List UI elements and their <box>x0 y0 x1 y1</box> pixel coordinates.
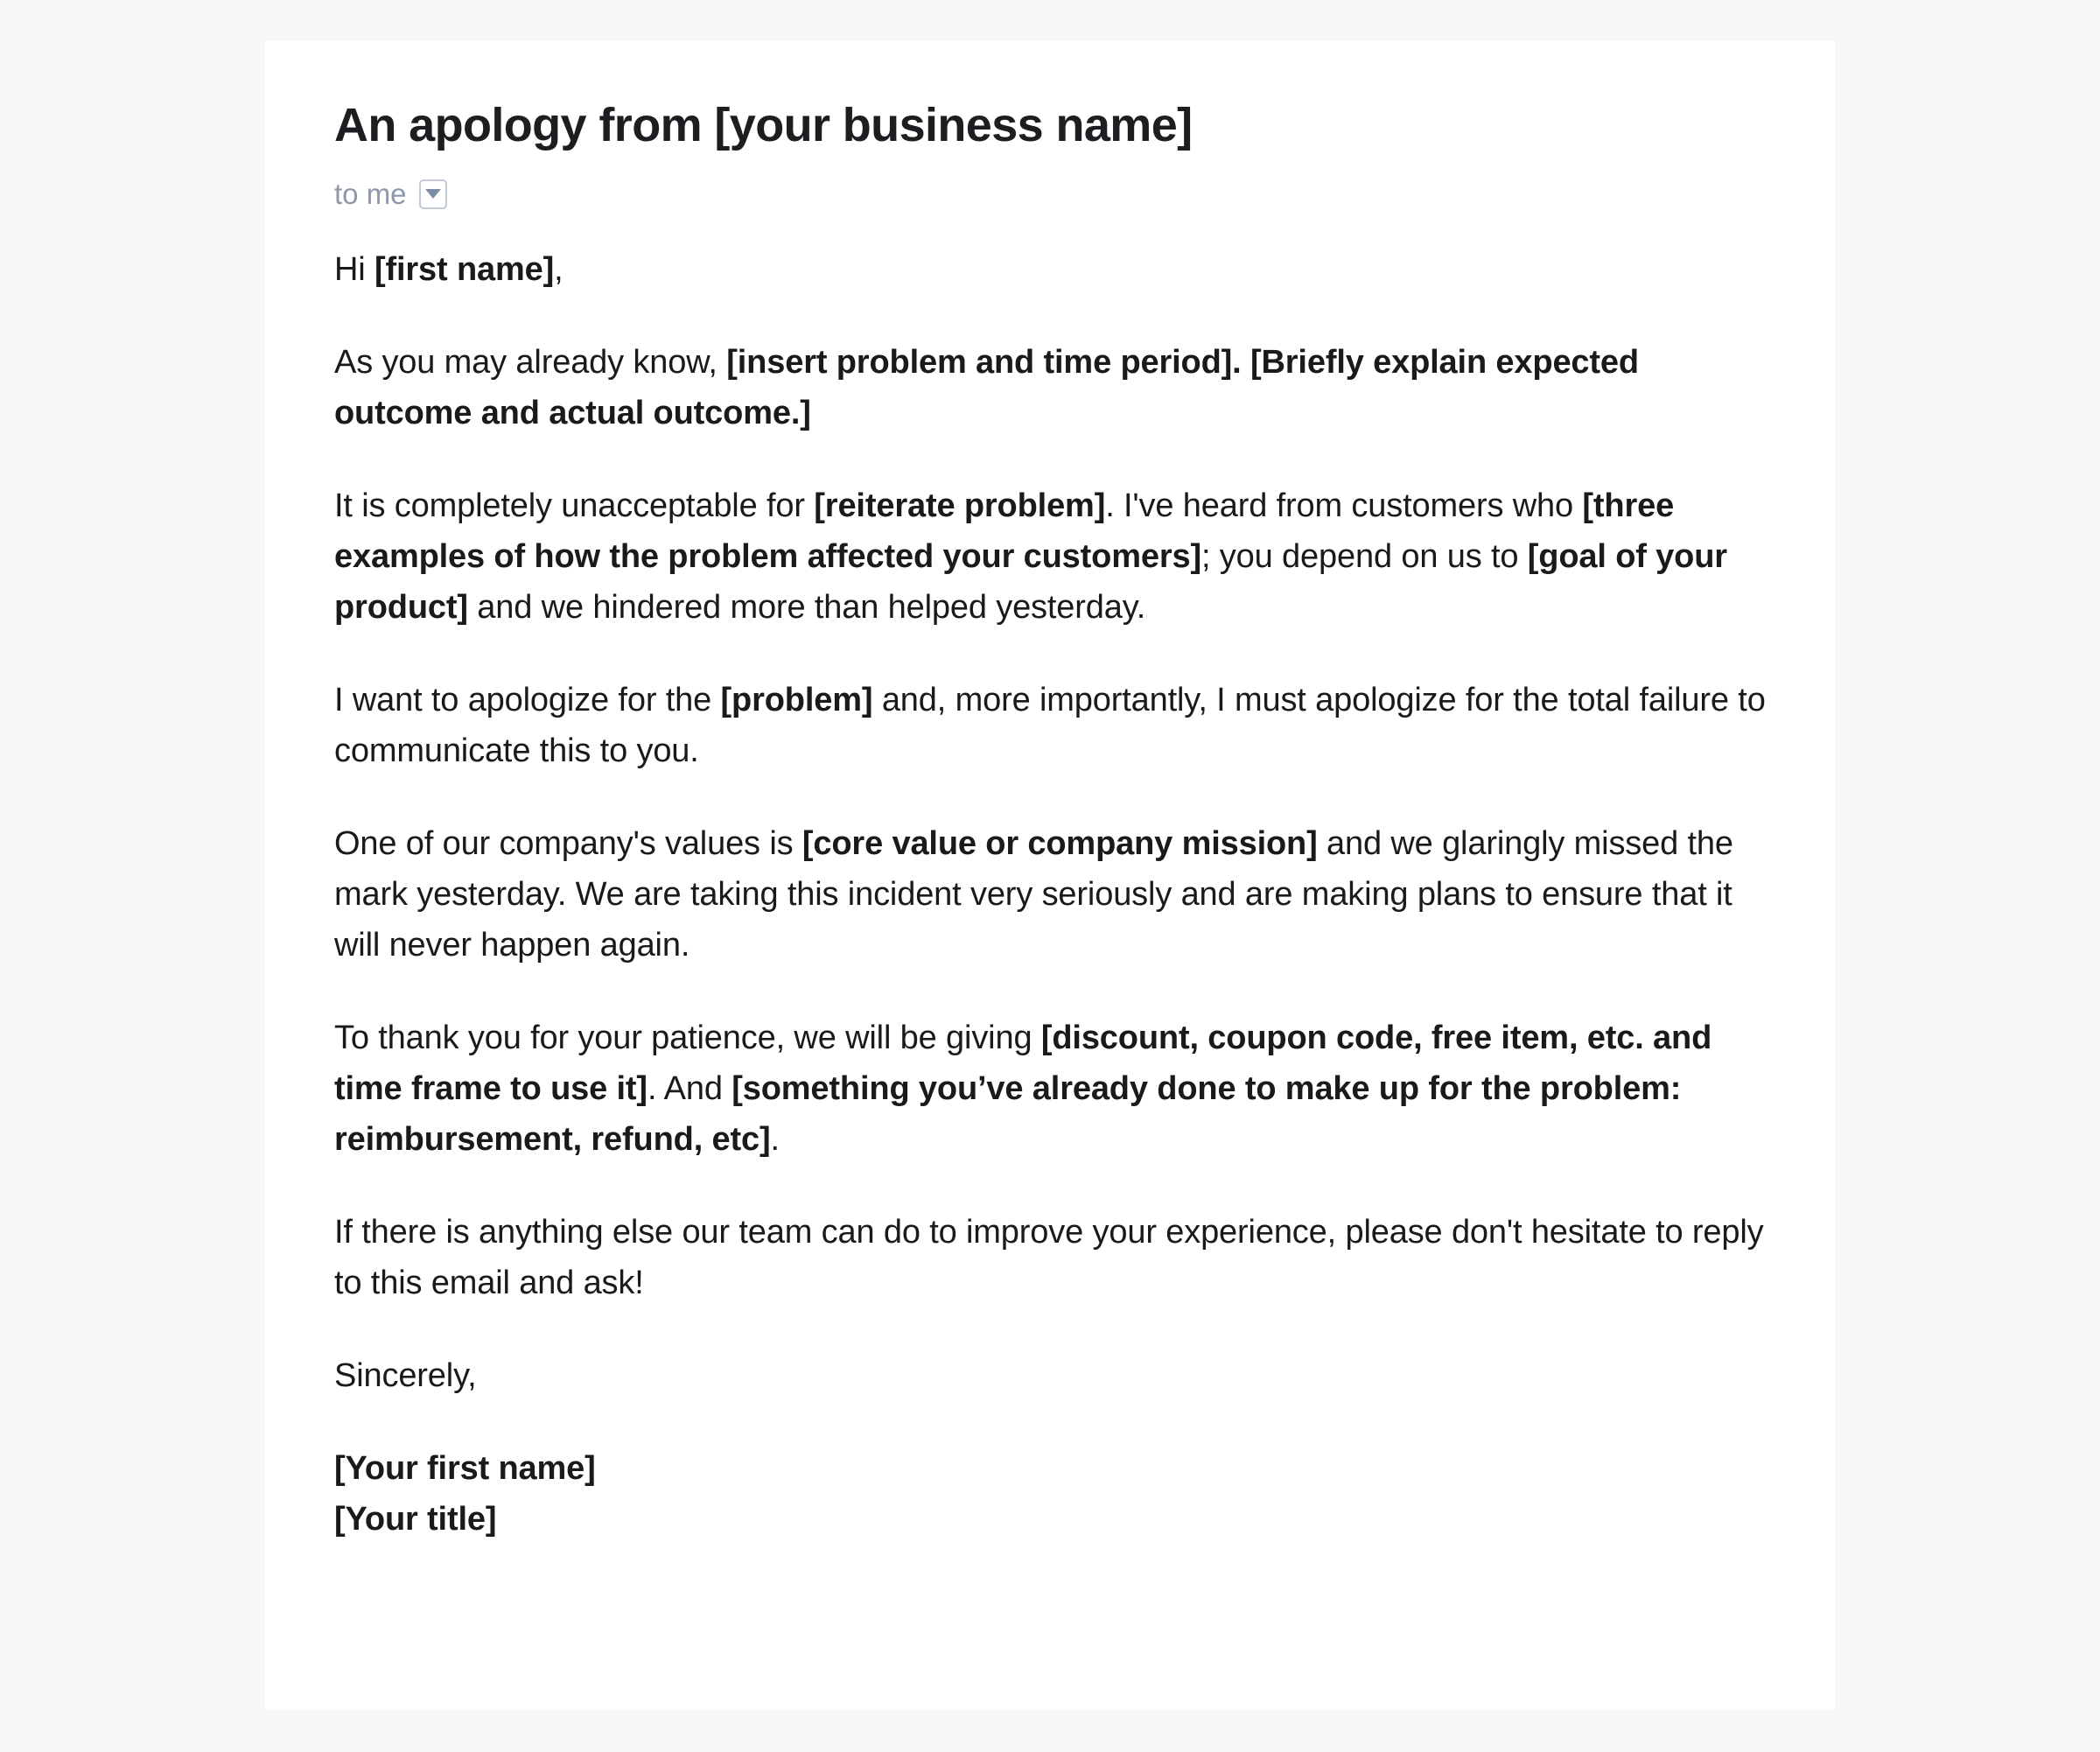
email-paragraph-6 <box>334 1207 1769 1308</box>
email-signature-block <box>334 1443 1769 1545</box>
body-text: . <box>770 1120 780 1158</box>
placeholder-text: [problem] <box>720 681 873 718</box>
email-subject-heading: An apology from [your business name] <box>334 99 1193 151</box>
body-text: and we hindered more than helped yesterday. <box>467 588 1146 626</box>
signature-name: [Your first name] <box>334 1449 596 1487</box>
body-text: . And <box>647 1069 732 1107</box>
body-text: One of our company's values is <box>334 824 802 862</box>
chevron-down-icon <box>425 189 441 199</box>
recipient-label: to me <box>334 178 407 211</box>
email-message-card <box>265 41 1835 1710</box>
body-text: As you may already know, <box>334 343 727 381</box>
body-text: and, more importantly, I must apologize for the total failure to communicate this to you. <box>334 681 1766 769</box>
email-recipient-row <box>334 179 1760 209</box>
email-paragraph-1 <box>334 337 1769 438</box>
email-paragraph-3 <box>334 675 1769 776</box>
body-text: , <box>554 250 564 288</box>
placeholder-text: [three examples of how the problem affected your customers] <box>334 487 1675 575</box>
body-text: It is completely unacceptable for <box>334 487 815 524</box>
placeholder-text: [something you’ve already done to make up for the problem: reimbursement, refund, etc] <box>334 1069 1682 1158</box>
recipient-details-dropdown-button[interactable] <box>419 179 447 209</box>
body-text: . I've heard from customers who <box>1105 487 1583 524</box>
email-closing <box>334 1350 1769 1401</box>
placeholder-text: [discount, coupon code, free item, etc. and time frame to use it] <box>334 1019 1712 1107</box>
email-greeting <box>334 244 1769 295</box>
placeholder-text: [reiterate problem] <box>814 487 1106 524</box>
body-text: Hi <box>334 250 374 288</box>
email-paragraph-2 <box>334 480 1769 633</box>
signature-title: [Your title] <box>334 1500 497 1538</box>
placeholder-text: [insert problem and time period]. [Briefly explain expected outcome and actual outcome.] <box>334 343 1639 431</box>
body-text: ; you depend on us to <box>1200 537 1528 575</box>
email-body <box>334 244 1769 1545</box>
body-text: I want to apologize for the <box>334 681 721 718</box>
body-text: and we glaringly missed the mark yesterday. We are taking this incident very seriously and are making plans to ensure that it will never happen again. <box>334 824 1733 964</box>
placeholder-text: [goal of your product] <box>334 537 1727 626</box>
email-paragraph-5 <box>334 1013 1769 1165</box>
placeholder-text: [first name] <box>374 250 555 288</box>
placeholder-text: [core value or company mission] <box>802 824 1318 862</box>
body-text: If there is anything else our team can do to improve your experience, please don't hesitate to reply to this email and ask! <box>334 1213 1764 1301</box>
email-paragraph-4 <box>334 818 1769 971</box>
body-text: To thank you for your patience, we will be giving <box>334 1019 1041 1056</box>
body-text: Sincerely, <box>334 1356 477 1394</box>
